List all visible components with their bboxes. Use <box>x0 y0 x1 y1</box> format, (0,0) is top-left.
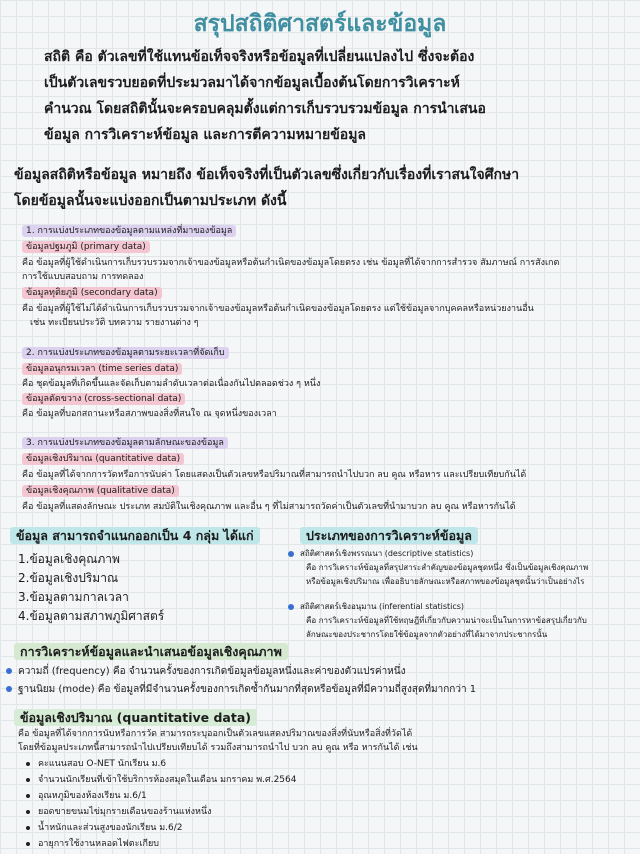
term-description: คือ ข้อมูลที่แสดงลักษณะ ประเภท สมบัติในเชิงคุณภาพ และอื่น ๆ ที่ไม่สามารถวัดค่าเป็นตัวเลขที่นำมาบวก ลบ คูณ หรือหารกันได้ <box>22 502 516 512</box>
analysis-heading: ประเภทของการวิเคราะห์ข้อมูล <box>300 527 478 544</box>
group-item: 1.ข้อมูลเชิงคุณภาพ <box>18 552 120 566</box>
intro-line: เป็นตัวเลขรวบยอดที่ประมวลมาได้จากข้อมูลเบื้องต้นโดยการวิเคราะห์ <box>44 75 460 91</box>
example-item: ยอดขายขนมไข่มุกรายเดือนของร้านแห่งหนึ่ง <box>26 805 212 820</box>
quantitative-description: คือ ข้อมูลที่ได้จากการนับหรือการวัด สามารถระบุออกเป็นตัวเลขแสดงปริมาณของสิ่งที่นับหรือสิ่งที่วัดได้ <box>18 729 413 739</box>
mode-definition: ฐานนิยม (mode) คือ ข้อมูลที่มีจำนวนครั้งของการเกิดซ้ำกันมากที่สุดหรือข้อมูลที่มีความถี่สูงสุดที่มากกว่า 1 <box>18 684 477 695</box>
analysis-description: คือ การวิเคราะห์ข้อมูลที่ใช้ทฤษฎีที่เกี่ยวกับความน่าจะเป็นในการหาข้อสรุปเกี่ยวกับ <box>306 616 587 625</box>
section-heading: 2. การแบ่งประเภทของข้อมูลตามระยะเวลาที่จัดเก็บ <box>22 347 229 359</box>
analysis-title: สถิติศาสตร์เชิงพรรณนา (descriptive statistics) <box>300 549 474 558</box>
analysis-description: ลักษณะของประชากรโดยใช้ข้อมูลจากตัวอย่างที่ได้มาจากประชากรนั้น <box>306 630 548 639</box>
intro-line: คำนวณ โดยสถิตินั้นจะครอบคลุมตั้งแต่การเก็บรวบรวมข้อมูล การนำเสนอ <box>44 101 486 117</box>
quantitative-heading: ข้อมูลเชิงปริมาณ (quantitative data) <box>14 709 257 726</box>
bullet-icon <box>26 762 30 766</box>
term-description: คือ ข้อมูลที่ผู้ใช้ดำเนินการเก็บรวบรวมจากเจ้าของข้อมูลหรือต้นกำเนิดของข้อมูลโดยตรง เช่น ข้อมูลที่ได้จากการสำรวจ สัมภาษณ์ การสังเกต <box>22 258 560 268</box>
term-description: คือ ชุดข้อมูลที่เกิดขึ้นและจัดเก็บตามลำดับเวลาต่อเนื่องกันไปตลอดช่วง ๆ หนึ่ง <box>22 379 321 389</box>
term-label: ข้อมูลอนุกรมเวลา (time series data) <box>22 363 182 375</box>
qualitative-heading: การวิเคราะห์ข้อมูลและนำเสนอข้อมูลเชิงคุณภาพ <box>14 643 288 660</box>
groups-heading: ข้อมูล สามารถจำแนกออกเป็น 4 กลุ่ม ได้แก่ <box>10 527 260 544</box>
section-heading: 1. การแบ่งประเภทของข้อมูลตามแหล่งที่มาของข้อมูล <box>22 225 236 237</box>
term-description: คือ ข้อมูลที่ผู้ใช้ไม่ได้ดำเนินการเก็บรวบรวมจากเจ้าของข้อมูลหรือต้นกำเนิดของข้อมูลโดยตรง แต่ใช้ข้อมูลจากบุคคลหรือหน่วยงานอื่น <box>22 304 534 314</box>
bullet-icon <box>6 686 12 692</box>
term-label: ข้อมูลเชิงปริมาณ (quantitative data) <box>22 453 184 465</box>
intro-line: สถิติ คือ ตัวเลขที่ใช้แทนข้อเท็จจริงหรือข้อมูลที่เปลี่ยนแปลงไป ซึ่งจะต้อง <box>44 49 475 65</box>
intro-line: ข้อมูล การวิเคราะห์ข้อมูล และการตีความหมายข้อมูล <box>44 127 367 143</box>
bullet-icon <box>288 604 294 610</box>
term-label: ข้อมูลทุติยภูมิ (secondary data) <box>22 287 162 299</box>
bullet-icon <box>26 810 30 814</box>
definition-line: ข้อมูลสถิติหรือข้อมูล หมายถึง ข้อเท็จจริงที่เป็นตัวเลขซึ่งเกี่ยวกับเรื่องที่เราสนใจศึกษา <box>14 167 520 183</box>
bullet-icon <box>26 794 30 798</box>
group-item: 4.ข้อมูลตามสภาพภูมิศาสตร์ <box>18 609 165 623</box>
term-label: ข้อมูลเชิงคุณภาพ (qualitative data) <box>22 485 179 497</box>
bullet-icon <box>26 826 30 830</box>
analysis-description: หรือข้อมูลเชิงปริมาณ เพื่ออธิบายลักษณะหรือสภาพของข้อมูลชุดนั้นว่าเป็นอย่างไร <box>306 577 585 586</box>
bullet-icon <box>26 778 30 782</box>
quantitative-description: โดยที่ข้อมูลประเภทนี้สามารถนำไปเปรียบเทียบได้ รวมถึงสามารถนำไป บวก ลบ คูณ หรือ หารกันได้ เช่น <box>18 743 418 753</box>
bullet-icon <box>288 551 294 557</box>
definition-line: โดยข้อมูลนั้นจะแบ่งออกเป็นตามประเภท ดังนี้ <box>14 193 287 209</box>
analysis-description: คือ การวิเคราะห์ข้อมูลที่สรุปสาระสำคัญของข้อมูลชุดหนึ่ง ซึ่งเป็นข้อมูลเชิงคุณภาพ <box>306 563 589 572</box>
bullet-icon <box>6 668 12 674</box>
example-item: น้ำหนักและส่วนสูงของนักเรียน ม.6/2 <box>26 821 183 836</box>
page-title: สรุปสถิติศาสตร์และข้อมูล <box>193 11 447 37</box>
frequency-definition: ความถี่ (frequency) คือ จำนวนครั้งของการเกิดข้อมูลข้อมูลหนึ่งและค่าของตัวแปรค่าหนึ่ง <box>18 666 406 677</box>
example-item: คะแนนสอบ O-NET นักเรียน ม.6 <box>26 757 166 772</box>
example-item: อุณหภูมิของห้องเรียน ม.6/1 <box>26 789 147 804</box>
analysis-title: สถิติศาสตร์เชิงอนุมาน (inferential statistics) <box>300 602 465 611</box>
term-description: การใช้แบบสอบถาม การทดลอง <box>22 272 144 282</box>
term-label: ข้อมูลตัดขวาง (cross-sectional data) <box>22 393 185 405</box>
group-item: 3.ข้อมูลตามกาลเวลา <box>18 590 129 604</box>
term-description: เช่น ทะเบียนประวัติ บทความ รายงานต่าง ๆ <box>30 318 199 328</box>
example-item: จำนวนนักเรียนที่เข้าใช้บริการห้องสมุดในเดือน มกราคม พ.ศ.2564 <box>26 773 296 788</box>
group-item: 2.ข้อมูลเชิงปริมาณ <box>18 571 119 585</box>
example-item: อายุการใช้งานหลอดไฟตะเกียบ <box>26 837 159 852</box>
bullet-icon <box>26 842 30 846</box>
term-label: ข้อมูลปฐมภูมิ (primary data) <box>22 241 150 253</box>
section-heading: 3. การแบ่งประเภทของข้อมูลตามลักษณะของข้อมูล <box>22 437 228 449</box>
term-description: คือ ข้อมูลที่ได้จากการวัดหรือการนับค่า โดยแสดงเป็นตัวเลขหรือปริมาณที่สามารถนำไปบวก ลบ คูณ หรือหาร และเปรียบเทียบกันได้ <box>22 470 527 480</box>
term-description: คือ ข้อมูลที่บอกสถานะหรือสภาพของสิ่งที่สนใจ ณ จุดหนึ่งของเวลา <box>22 409 277 419</box>
